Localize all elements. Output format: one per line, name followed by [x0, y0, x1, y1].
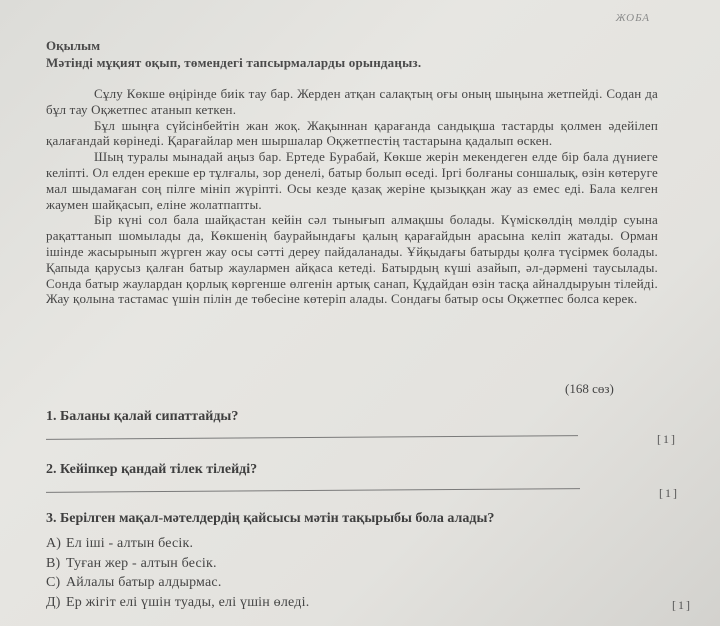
- paragraph: Шың туралы мынадай аңыз бар. Ертеде Бурабай, Көкше жерін мекендеген елде бір бала дүниеге келіпті. Ол елден ерекше ер тұлғалы, зор денелі, батыр болып өседі. Іргі болғаны соншалық, өзін көтеруге мал шыдамаған соң пілге мініп жүріпті. Осы кезде қазақ жеріне қызыққан жау аз емес еді. Бала келген жаумен шайқасып, еліне жолатпапты.: [46, 149, 658, 212]
- option-text: Ел іші - алтын бесік.: [66, 536, 194, 551]
- paragraph: Бұл шыңға сүйсінбейтін жан жоқ. Жақыннан қарағанда сандықша тастарды қолмен әдейілеп қалағандай көрінеді. Қарағайлар мен шыршалар Оқжетпестің тастарына қадалып өскен.: [46, 117, 658, 149]
- reading-text: [46, 86, 658, 307]
- question-text: Берілген мақал-мәтелдердің қайсысы мәтін тақырыбы бола алады?: [60, 511, 495, 526]
- section-title: Оқылым: [46, 38, 101, 53]
- answer-line-1[interactable]: [46, 435, 578, 440]
- option-letter: Д): [46, 595, 61, 610]
- question-number: 3.: [46, 511, 57, 526]
- option-text: Айлалы батыр алдырмас.: [66, 575, 222, 590]
- option-text: Туған жер - алтын бесік.: [66, 556, 217, 571]
- word-count: (168 сөз): [565, 381, 614, 396]
- option-d[interactable]: [46, 595, 309, 611]
- question-2: [46, 462, 257, 478]
- paragraph: Сұлу Көкше өңірінде биік тау бар. Жерден атқан салақтың оғы оның шыңына жетпейді. Содан да бұл тау Оқжетпес атанып кеткен.: [46, 86, 658, 117]
- question-text: Кейіпкер қандай тілек тілейді?: [60, 462, 258, 477]
- mark-3: [1]: [672, 598, 692, 612]
- question-3: [46, 511, 494, 527]
- option-text: Ер жігіт елі үшін туады, елі үшін өледі.: [66, 595, 310, 610]
- instruction: Мәтінді мұқият оқып, төмендегі тапсырмаларды орындаңыз.: [46, 55, 422, 70]
- question-1: [46, 409, 238, 425]
- option-c[interactable]: [46, 575, 222, 591]
- question-number: 2.: [46, 462, 57, 477]
- mark-1: [1]: [657, 432, 677, 446]
- paragraph: Бір күні сол бала шайқастан кейін сәл тынығып алмақшы болады. Күміскөлдің мөлдір суына рақаттанып шомылады да, Көкшенің баурайындағы қалың қарағайдын арасына келіп жатады. Орман ішінде жасырынып жүрген жау осы сәтті дереу пайдаланады. Ұйқыдағы батырды қолға түсірмек болады. Қапыда қарусыз қалған батыр жаулармен айқаса кетеді. Батырдың күші азайып, әл-дәрмені таусылады. Сонда батыр жаулардан қорлық көргенше өлгенін артық санап, Құдайдан өзін тасқа айналдыруын тілейді. Жау қолына тастамас үшін пілін де төбесіне көтеріп алады. Сондағы батыр осы Оқжетпес болса керек.: [46, 212, 658, 307]
- question-text: Баланы қалай сипаттайды?: [60, 409, 239, 424]
- mark-2: [1]: [659, 486, 679, 500]
- option-b[interactable]: [46, 556, 217, 572]
- option-a[interactable]: [46, 536, 193, 552]
- answer-line-2[interactable]: [46, 488, 580, 493]
- question-number: 1.: [46, 409, 57, 424]
- option-letter: C): [46, 575, 61, 590]
- corner-mark: ЖОБА: [615, 12, 650, 24]
- option-letter: A): [46, 536, 62, 551]
- option-letter: B): [46, 556, 61, 571]
